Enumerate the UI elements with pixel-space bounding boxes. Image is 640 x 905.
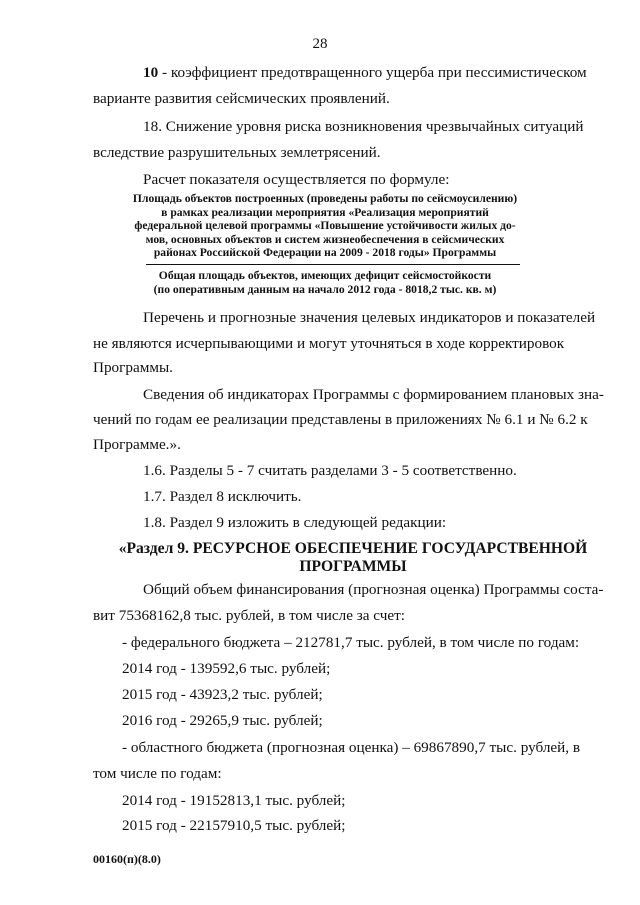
- item-1-6: 1.6. Разделы 5 - 7 считать разделами 3 - 5 соответственно.: [143, 462, 517, 479]
- regional-year-2014: 2014 год - 19152813,1 тыс. рублей;: [122, 792, 346, 809]
- formula-numerator-line: федеральной целевой программы «Повышение устойчивости жилых до-: [134, 219, 516, 232]
- item-1-7: 1.7. Раздел 8 исключить.: [143, 488, 302, 505]
- indicators-paragraph-line-2: не являются исчерпывающими и могут уточняться в ходе корректировок: [93, 335, 565, 352]
- regional-budget-line-2: том числе по годам:: [93, 765, 222, 782]
- info-paragraph-line-3: Программе.».: [93, 436, 181, 453]
- page-number: 28: [312, 36, 328, 52]
- formula-numerator-line: районах Российской Федерации на 2009 - 2018 годы» Программы: [153, 246, 497, 259]
- formula-numerator-line: Площадь объектов построенных (проведены работы по сейсмоусилению): [132, 192, 518, 205]
- formula-numerator: [120, 192, 530, 260]
- section-heading: [118, 540, 588, 576]
- funding-total-line-1: Общий объем финансирования (прогнозная оценка) Программы соста-: [143, 581, 604, 598]
- formula-denominator-line: (по оперативным данным на начало 2012 года - 8018,2 тыс. кв. м): [153, 282, 497, 296]
- paragraph-18-line-2: вследствие разрушительных землетрясений.: [93, 144, 381, 161]
- info-paragraph-line-1: Сведения об индикаторах Программы с формированием плановых зна-: [143, 386, 604, 403]
- calculation-intro: Расчет показателя осуществляется по формуле:: [143, 171, 450, 188]
- item-1-8: 1.8. Раздел 9 изложить в следующей редакции:: [143, 514, 447, 531]
- coefficient-text: - коэффициент предотвращенного ущерба при пессимистическом: [158, 64, 587, 81]
- formula-denominator: [120, 269, 530, 296]
- paragraph-10-line-2: варианте развития сейсмических проявлений.: [93, 90, 390, 107]
- federal-year-2015: 2015 год - 43923,2 тыс. рублей;: [122, 686, 323, 703]
- paragraph-18-line-1: 18. Снижение уровня риска возникновения чрезвычайных ситуаций: [143, 118, 584, 135]
- section-heading-line-2: ПРОГРАММЫ: [299, 558, 407, 575]
- section-heading-line-1: «Раздел 9. РЕСУРСНОЕ ОБЕСПЕЧЕНИЕ ГОСУДАРСТВЕННОЙ: [118, 540, 588, 557]
- formula-numerator-line: в рамках реализации мероприятия «Реализация мероприятий: [161, 205, 489, 219]
- regional-budget-line-1: - областного бюджета (прогнозная оценка) – 69867890,7 тыс. рублей, в: [122, 739, 581, 756]
- federal-budget: - федерального бюджета – 212781,7 тыс. рублей, в том числе по годам:: [122, 634, 580, 651]
- fraction-line: [146, 264, 520, 265]
- indicators-paragraph-line-3: Программы.: [93, 359, 173, 376]
- formula-numerator-line: мов, основных объектов и систем жизнеобеспечения в сейсмических: [145, 232, 505, 246]
- info-paragraph-line-2: чений по годам ее реализации представлены в приложениях № 6.1 и № 6.2 к: [93, 411, 588, 428]
- funding-total-line-2: вит 75368162,8 тыс. рублей, в том числе за счет:: [93, 607, 405, 624]
- formula-denominator-line: Общая площадь объектов, имеющих дефицит сейсмостойкости: [158, 269, 492, 282]
- indicators-paragraph-line-1: Перечень и прогнозные значения целевых индикаторов и показателей: [143, 309, 596, 326]
- federal-year-2014: 2014 год - 139592,6 тыс. рублей;: [122, 660, 331, 677]
- paragraph-10-line-1: [143, 63, 587, 83]
- federal-year-2016: 2016 год - 29265,9 тыс. рублей;: [122, 712, 323, 729]
- footer-document-code: 00160(п)(8.0): [93, 852, 161, 866]
- regional-year-2015: 2015 год - 22157910,5 тыс. рублей;: [122, 817, 346, 834]
- coefficient-number: 10: [143, 64, 159, 81]
